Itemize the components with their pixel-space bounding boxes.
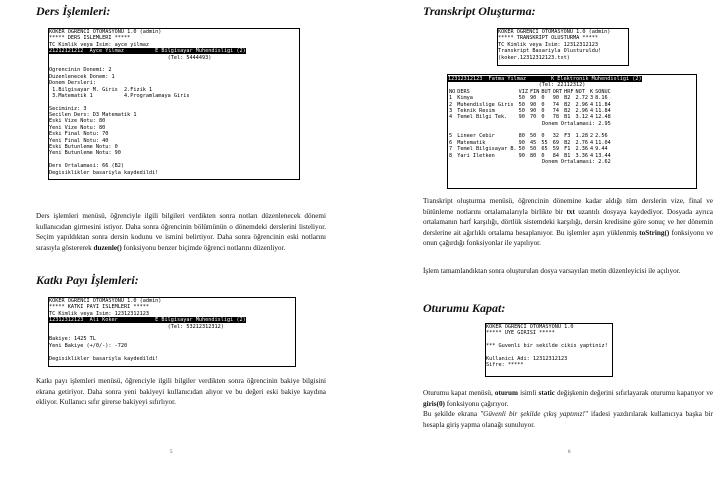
- terminal-line: Kullanici Adi: 12312312123: [486, 355, 568, 362]
- terminal-oturum-kapat: [485, 323, 613, 377]
- term-average: Donem Ortalamasi: 2.95: [542, 120, 611, 127]
- terminal-line: *** Guvenli bir sekilde cikis yaptiniz!: [486, 343, 608, 350]
- table-row: 7 Temel Bilgisayar B. 50 50 65 59 F1 2.36 4 9.44: [449, 146, 608, 153]
- table-row: 8 Yari Iletken 90 80 0 84 B1 3.36 4 13.44: [449, 152, 611, 159]
- paragraph-oturum: Oturumu kapat menüsü, oturum isimli static değişkenin değerini sıfırlayarak oturumu kapatıyor ve giris(0) fonksiyonu çağırıyor. Bu şekilde ekrana "Güvenli bir şekilde çıkış yaptınız!" ifadesi yazdırılarak kullanıcıya başka bir hesapla giriş yapma olanağı sunuluyor.: [423, 389, 713, 429]
- terminal-line: Eski Butunleme Notu: 0: [49, 144, 118, 151]
- terminal-line: 1.Bilgisayar M. Giris 2.Fizik 1: [49, 86, 153, 93]
- terminal-line: TC Kimlik veya Isim: 12312312123: [498, 41, 598, 48]
- terminal-line: TC Kimlik veya Isim: ayce yilmaz: [49, 41, 149, 48]
- terminal-line: (Tel: 5444493): [49, 54, 212, 61]
- table-row: 3 Teknik Resim 50 90 0 74 B2 2.96 4 11.84: [449, 108, 611, 114]
- paragraph-transkript: Transkript oluşturma menüsü, öğrencinin dönemine kadar aldığı tüm derslerin vize, final ve bütünleme notlarını ortalamalarıyla birlikte bir txt uzantılı dosyaya kaydediyor. Dosyada ayrıca ortalamanın harf karşılığı, dörtlük sistemdeki karşılığı, dersin kredisine göre sonuç ve her dönemin derslerine ait ağırlıklı ortalama hesaplanıyor. Bu işlemler aşırı yüklenmiş toString() fonksiyonu ve onun çağırdığı fonksiyonlar ile yapılıyor.: [423, 197, 714, 248]
- terminal-line: Transkript Basariyla Olusturuldu!: [498, 48, 602, 55]
- terminal-line: Yeni Butunleme Notu: 90: [49, 150, 121, 157]
- terminal-line: Eski Vize Notu: 80: [49, 118, 106, 125]
- terminal-line: Sifre: *****: [486, 362, 524, 369]
- terminal-line: Ders Ortalamasi: 66 (B2): [49, 163, 124, 170]
- terminal-line: Degisiklikler basariyla kaydedildi!: [49, 355, 159, 362]
- terminal-line: Donem Dersleri:: [49, 80, 96, 87]
- table-row: 2 Muhendislige Giris 50 90 0 74 B2 2.96 4 11.84: [449, 101, 611, 108]
- table-row: NO DERS VIZ FIN BUT ORT HRF NOT K SONUC: [449, 88, 611, 95]
- terminal-line: (koker.12312312123.txt): [498, 54, 570, 61]
- paragraph-katki: Katkı payı işlemleri menüsü, öğrenciyle ilgili bilgiler verdikten sonra öğrencinin bakiye bilgisini ekrana getiriyor. Daha sonra yeni bakiyeyi kullanıcıdan alıyor ve bu değeri eski bakiye kaydına ekliyor. Kullanıcı sıfır girerse bakiyeyi sıfırlıyor.: [36, 377, 326, 407]
- terminal-line: 12312312123 Ali Koker E Bilgisayar Muhendisligi (2): [49, 317, 246, 324]
- page-number: 5: [170, 450, 173, 455]
- table-row: 4 Temel Bilgi Tek. 90 70 0 78 B1 3.12 4 12.48: [449, 114, 611, 121]
- terminal-line: KOKER OGRENCI OTOMASYONU 1.0 (admin): [49, 298, 162, 304]
- table-row: 5 Lineer Cebir 80 50 0 32 F3 1.28 2 2.56: [449, 133, 608, 140]
- terminal-line: KOKER OGRENCI OTOMASYONU 1.0: [486, 324, 574, 330]
- paragraph-file-open: İşlem tamamlandıktan sonra oluşturulan dosya varsayılan metin düzenleyicisi ile açılıyor.: [423, 267, 681, 275]
- terminal-line: ***** UYE GIRISI *****: [486, 330, 555, 337]
- terminal-line: Yeni Final Notu: 40: [49, 137, 109, 144]
- transcript-table: [448, 89, 612, 166]
- terminal-line: ***** DERS ISLEMLERI *****: [49, 35, 131, 42]
- page-number: 6: [568, 450, 571, 455]
- terminal-katki-payi: [48, 297, 296, 367]
- section-heading-katki: Katkı Payı İşlemleri:: [36, 273, 139, 287]
- terminal-ders-islemleri: [48, 28, 300, 180]
- terminal-line: ***** KATKI PAYI ISLEMLERI *****: [49, 304, 149, 311]
- transcript-phone: (Tel: 22112312): [448, 82, 586, 89]
- terminal-line: 3.Matematik 1 4.Programlamaya Giris: [49, 92, 190, 99]
- table-row: 6 Matematik 90 45 55 69 B2 2.76 4 11.04: [449, 139, 611, 146]
- terminal-line: (Tel: 53212312312): [49, 323, 224, 330]
- terminal-line: Eski Final Notu: 70: [49, 131, 109, 138]
- terminal-line: Bakiye: 1425 TL: [49, 336, 96, 343]
- transcript-file: [447, 74, 697, 189]
- terminal-line: Yeni Bakiye (+/0/-): -720: [49, 342, 128, 349]
- terminal-line: ***** TRANSKRIPT OLUSTURMA *****: [498, 35, 598, 42]
- terminal-line: Degisiklikler basariyla kaydedildi!: [49, 169, 159, 176]
- terminal-line: KOKER OGRENCI OTOMASYONU 1.0 (admin): [498, 29, 611, 35]
- table-row: 1 Kimya 50 90 0 90 B2 2.72 3 8.16: [449, 95, 608, 102]
- terminal-line: TC Kimlik veya Isim: 12312312123: [49, 310, 149, 317]
- term-average: Donem Ortalamasi: 2.62: [542, 159, 611, 166]
- section-heading-oturum: Oturumu Kapat:: [423, 301, 506, 315]
- terminal-transkript: [497, 28, 629, 66]
- section-heading-ders: Ders İşlemleri:: [36, 4, 111, 18]
- right-page: [363, 0, 726, 486]
- terminal-line: 21212121212 Ayce Yilmaz E Bilgisayar Muhendisligi (2): [49, 48, 246, 55]
- terminal-line: Seciminiz: 3: [49, 105, 87, 112]
- terminal-line: Secilen Ders: D3 Matematik 1: [49, 112, 137, 119]
- terminal-line: Yeni Vize Notu: 80: [49, 124, 106, 131]
- terminal-line: Ogrencinin Donemi: 2: [49, 67, 112, 74]
- transcript-header: 12312312123 Fatma Yilmaz K Elektronik Muhendisligi (2): [448, 76, 642, 82]
- terminal-line: KOKER OGRENCI OTOMASYONU 1.0 (admin): [49, 29, 162, 35]
- paragraph-ders: Ders işlemleri menüsü, öğrenciyle ilgili bilgileri verdikten sonra notları düzenlenecek dönemi kullanıcıdan girmesini istiyor. Daha sonra öğrencinin bölümünün o dönemdeki derslerini listeliyor. Seçim yapıldıktan sonra dersin kodunu ve ismini belirtiyor. Daha sonra öğrencinin eski notlarını sırasıyla göstererek duzenle() fonksiyonu benzer biçimde öğrenci notlarını düzenliyor.: [36, 212, 326, 252]
- terminal-line: Duzenlenecek Donem: 1: [49, 73, 115, 80]
- section-heading-transkript: Transkript Oluşturma:: [423, 4, 536, 18]
